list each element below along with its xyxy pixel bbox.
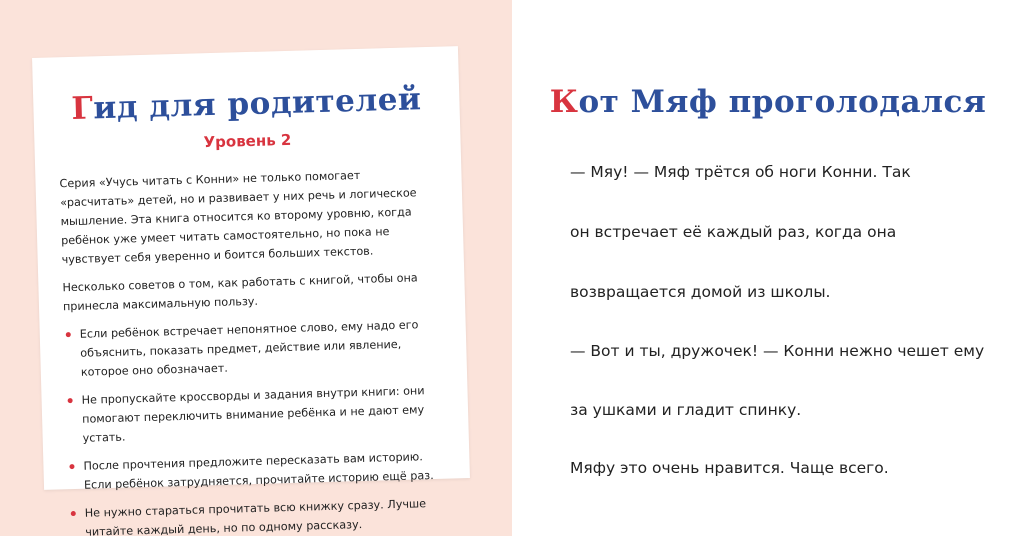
bullet-dot-icon xyxy=(69,464,74,469)
left-page xyxy=(0,0,512,539)
story-line: за ушками и гладит спинку. xyxy=(570,401,802,419)
tip-item xyxy=(65,381,444,449)
guide-paragraph: Серия «Учусь читать с Конни» не только помогает «расчитать» детей, но и развивает у них речь и логическое мышление. Эта книга относится ко второму уровню, когда ребёнок уже умеет читать самостоятельно, но пока не чувствует себя уверенно и боится больших текстов. xyxy=(59,168,417,267)
story-line: он встречает её каждый раз, когда она xyxy=(570,223,897,241)
story-line: — Мяу! — Мяф трётся об ноги Конни. Так xyxy=(570,163,911,181)
tip-text: После прочтения предложите пересказать вам историю. Если ребёнок затрудняется, прочитайте историю ещё раз. xyxy=(83,450,434,492)
story-line: — Вот и ты, дружочек! — Конни нежно чешет ему xyxy=(570,342,985,360)
story-title-rest: от Мяф проголодался xyxy=(578,84,987,120)
tip-item xyxy=(64,315,443,383)
tip-text: Не пропускайте кроссворды и задания внутри книги: они помогают переключить внимание ребёнка и не дают ему устать. xyxy=(81,384,425,445)
story-line: Мяфу это очень нравится. Чаще всего. xyxy=(570,459,889,477)
guide-title-rest: ид для родителей xyxy=(92,81,422,127)
tip-text: Если ребёнок встречает непонятное слово, ему надо его объяснить, показать предмет, действие или явление, которое оно обозначает. xyxy=(79,318,419,379)
guide-body xyxy=(59,164,447,551)
guide-subtitle: Уровень 2 xyxy=(203,130,292,152)
guide-paragraph: Несколько советов о том, как работать с книгой, чтобы она принесла максимальную пользу. xyxy=(62,271,418,314)
tip-text: Не нужно стараться прочитать всю книжку сразу. Лучше читайте каждый день, но по одному рассказу. xyxy=(84,497,427,539)
tips-list xyxy=(64,315,448,542)
story-title xyxy=(512,84,1024,120)
guide-title xyxy=(33,80,460,128)
story-title-initial: К xyxy=(549,84,579,120)
bullet-dot-icon xyxy=(66,332,71,337)
right-page xyxy=(512,0,1024,536)
tip-item xyxy=(69,494,448,543)
parents-guide-card xyxy=(32,46,470,539)
bullet-dot-icon xyxy=(71,511,76,516)
guide-title-initial: Г xyxy=(70,90,94,127)
story-line: возвращается домой из школы. xyxy=(570,283,831,301)
tip-item xyxy=(67,447,446,496)
bullet-dot-icon xyxy=(68,398,73,403)
